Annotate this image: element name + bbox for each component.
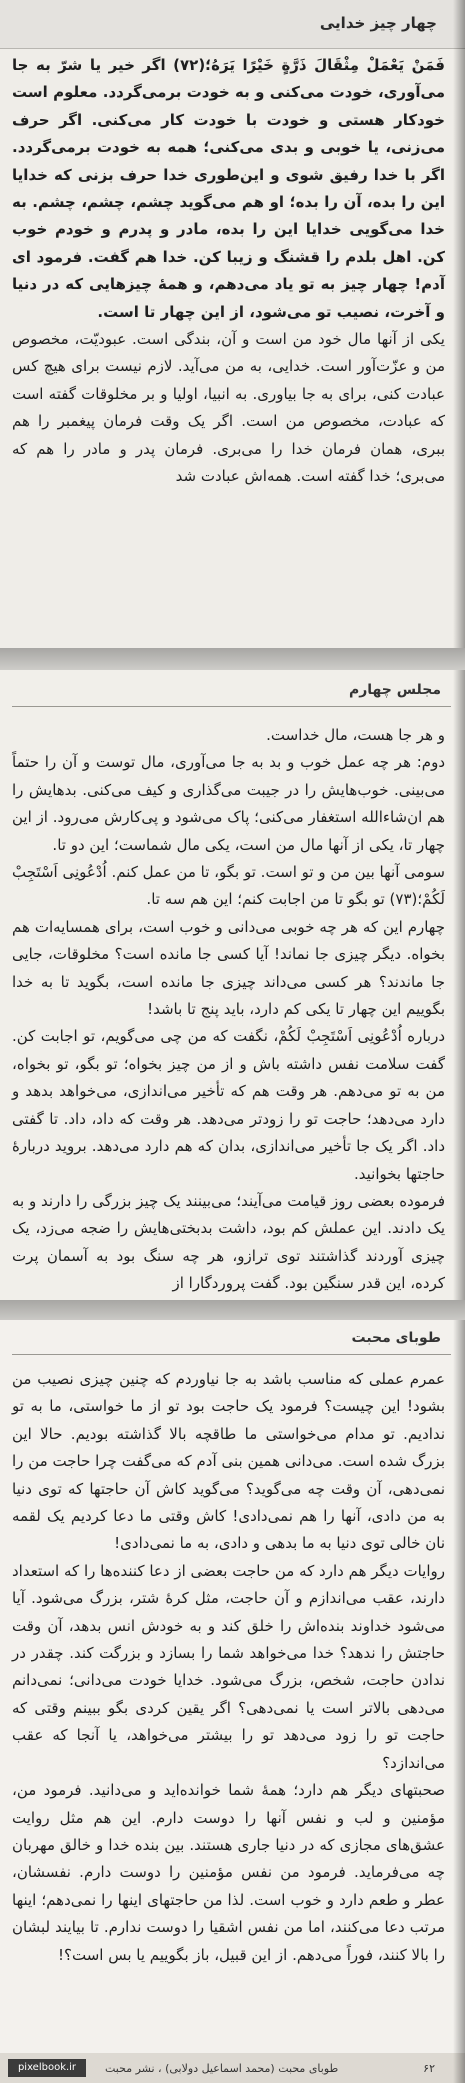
- page-1: [0, 0, 465, 670]
- page-2-paragraph-4: چهارم این که هر چه خوبی می‌دانی و خوب است، برای همسایه‌ات هم بخواه. دیگر چیزی جا نماند! آیا کسی جا مانده است؟ مخلوقات، جایی جا ماندند؟ هر کسی می‌داند چیزی جا مانده است، بگوید تا به خدا بگوییم این چهار تا یکی کم دارد، باید پنج تا باشد!: [12, 917, 445, 1019]
- page-number: ۶۲: [423, 2062, 435, 2075]
- page-2-shadow: [453, 670, 465, 1320]
- page-1-shadow: [453, 0, 465, 670]
- page-1-paragraph-2: یکی از آنها مال خود من است و آن، بندگی است. عبودیّت، مخصوص من و عزّت‌آور است. خدایی، به من می‌آید. لازم نیست برای هیچ کس عبادت کنی، برای به جا بیاوری. به انبیا، اولیا و بر مخلوقات گفته است که عبادت، مخصوص من است. اگر یک وقت فرمان پیغمبر را هم ببری، همان فرمان خدا را می‌بری. فرمان پدر و مادر را هم که می‌بری؛ خدا گفته است. همه‌اش عبادت شد: [12, 330, 445, 486]
- page-1-paragraph-1: فَمَنْ يَعْمَلْ مِثْقَالَ ذَرَّةٍ خَيْرًا يَرَهُ؛(۷۲) اگر خیر یا شرّ به جا می‌آوری، خودت می‌کنی و به خودت برمی‌گردد. معلوم است خودکار هستی و خودت با خودت کار می‌کنی. اگر حرف می‌زنی، یا خوبی و بدی می‌کنی؛ همه به خودت برمی‌گردد. اگر با خدا رفیق شوی و این‌طوری خدا حرف بزنی که خدایا این را بده، آن را بده؛ او هم می‌گوید چشم، چشم، چشم. به خدا می‌گویی خدایا این را بده، مادر و پدرم و خودم خوب کن. اهل بلدم را قشنگ و زیبا کن. خدا هم گفت. فرمود ای آدم! چهار چیز به تو یاد می‌دهم، و همهٔ چیزهایی که در دنیا و آخرت، نصیب تو می‌شود، از این چهار تا است.: [12, 56, 445, 321]
- footer-book-title: طوبای محبت (محمد اسماعیل دولابی) ، نشر محبت: [105, 2062, 339, 2075]
- page-3-paragraph-1: عمرم عملی که مناسب باشد به جا نیاوردم که چنین چیزی نصیب من بشود! این چیست؟ فرمود یک حاجت بود تو از ما خواستی، ما به تو ندادیم. تو مدام می‌خواستی ما طاقچه بالا گذاشته بودیم. حالا این بزرگ شده است. می‌دانی همین بنی آدم که می‌گفت چرا حاجت من را نمی‌دهی، آن وقت چه می‌گوید؟ می‌گوید کاش آن حاجتها که توی دنیا به من دادی، آنها را هم نمی‌دادی! کاش وقتی ما دعا کردیم یک لقمه نان خالی توی دنیا به ما بدهی و دادی، به ما نمی‌دادی!: [12, 1370, 445, 1553]
- page-3-paragraph-2: روایات دیگر هم دارد که من حاجت بعضی از دعا کننده‌ها را که استعداد دارند، عقب می‌اندازم و آن حاجت، مثل کرهٔ شتر، بزرگ می‌شود. آیا می‌شود خداوند بنده‌اش را خلق کند و به خودش انس بدهد، آن وقت حاجتش را ندهد؟ خدا می‌خواهد شما را بسازد و بزرگت کند. چقدر در ندادن حاجت، شخص، بزرگ می‌شود. خدایا خودت می‌دانی؛ نمی‌دانم می‌دهی بالاتر است یا نمی‌دهی؟ اگر یقین کردی بگو ببینم وقتی که حاجت تو را زود می‌دهد تو را بیشتر می‌خواهد، یا آنجا که عقب می‌اندازد؟: [12, 1561, 445, 1772]
- page-3-shadow: [453, 1320, 465, 2083]
- page-1-header: [0, 0, 465, 49]
- page-2-header-rule: [12, 706, 451, 707]
- page-3: [0, 1320, 465, 2083]
- watermark: pixelbook.ir: [8, 2059, 86, 2077]
- page-2-paragraph-3: سومی آنها بین من و تو است. تو بگو، تا من عمل کنم. اُدْعُونِی اَسْتَجِبْ لَکُمْ؛(۷۳) تو بگو تا من اجابت کنم؛ این هم سه تا.: [12, 863, 445, 909]
- page-2-paragraph-1: و هر جا هست، مال خداست.: [266, 726, 445, 744]
- page-3-body: [12, 1366, 445, 1969]
- page-3-paragraph-3: صحبتهای دیگر هم دارد؛ همهٔ شما خوانده‌اید و می‌دانید. فرمود من، مؤمنین و لب و نفس آنها را دوست دارم. این هم مثل روایت عشق‌های مجازی که در دنیا جاری هستند. بین بنده خدا و خالق مهربان چه می‌فرماید. فرمود من نفس مؤمنین را دوست دارم. نفسشان، عطر و طعم دارد و خوب است. لذا من حاجتهای اینها را نمی‌دهم؛ اینها مرتب دعا می‌کنند، اما من نفس اشقیا را دوست ندارم. تا بیایند لبشان را بالا کنند، فوراً می‌دهم. از این قبیل، باز بگوییم یا بس است؟!: [12, 1781, 445, 1964]
- page-2-paragraph-2: دوم: هر چه عمل خوب و بد به جا می‌آوری، مال توست و آن را حتماً می‌بینی. خوب‌هایش را در جیبت می‌گذاری و کیف می‌کنی. بدهایش را هم ان‌شاءالله استغفار می‌کنی؛ پاک می‌شود و پی‌کارش می‌رود. از این چهار تا، یکی از آنها مال من است، یکی مال شماست؛ این دو تا.: [12, 753, 445, 854]
- page-3-header-rule: [12, 1354, 451, 1355]
- page-1-title: چهار چیز خدایی: [319, 14, 437, 32]
- page-2-paragraph-6: فرموده بعضی روز قیامت می‌آیند؛ می‌بینند یک چیز بزرگی را دارند و به یک دادند. این عملش کم بود، داشت بدبختی‌هایش را ضجه می‌زد، یک چیزی آوردند گذاشتند توی ترازو، هر چه سنگ بود به آسمان پرت کرده، این قدر سنگین بود. گفت پروردگارا از: [12, 1191, 445, 1293]
- page-2-paragraph-5: درباره اُدْعُونِی اَسْتَجِبْ لَکُمْ، نگفت که من چی می‌گویم، تو اجابت کن. گفت سلامت نفس داشته باش و از من چیز بخواه؛ تو بگو، تو بخواه، من به تو می‌دهم. هر وقت هم که تأخیر می‌اندازی، می‌خواهد بدهد و دارد می‌دهد؛ حاجت تو را زودتر می‌دهد. هر وقت که داد، داد. تا گفتی داد. اگر یک جا تأخیر می‌اندازی، بدان که هم دارد می‌دهد. بروید دربارهٔ حاجتها بخوانید.: [12, 1027, 445, 1183]
- page-3-running-header: طوبای محبت: [351, 1330, 441, 1346]
- page-3-footer: [0, 2053, 465, 2083]
- page-2-body: [12, 722, 445, 1298]
- page-2-running-header: مجلس چهارم: [348, 682, 441, 698]
- page-1-body: [12, 52, 445, 491]
- page-2: [0, 670, 465, 1320]
